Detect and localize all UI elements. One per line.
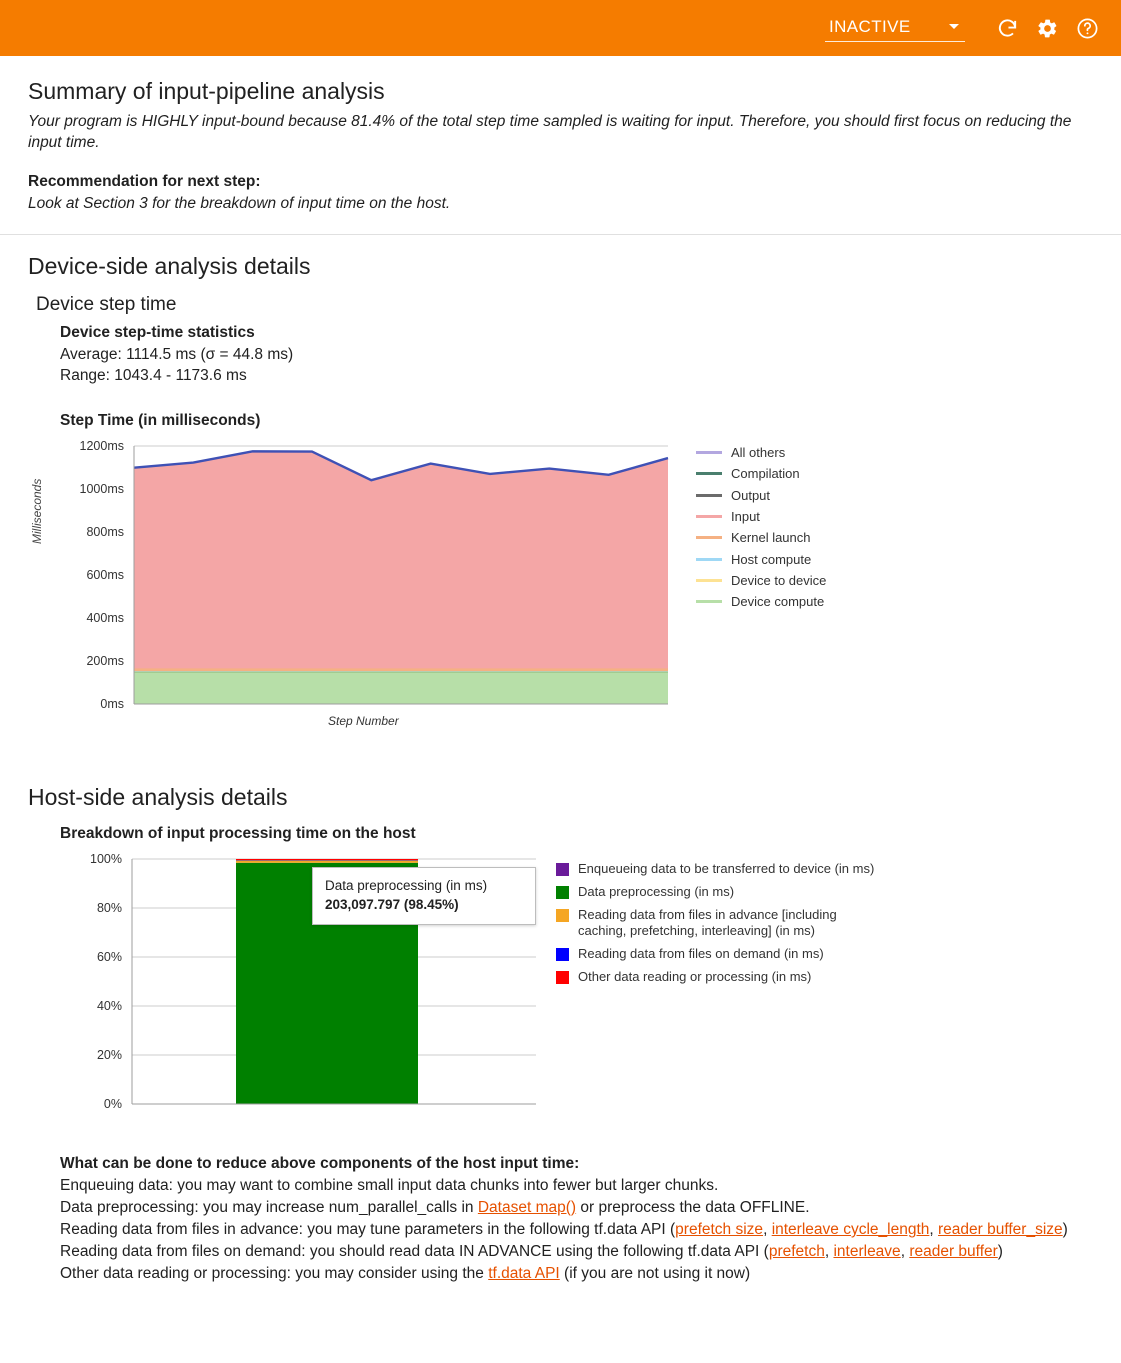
page-title: Summary of input-pipeline analysis	[28, 78, 385, 104]
step-time-plot	[28, 436, 688, 736]
advice-line-enqueue: Enqueuing data: you may want to combine small input data chunks into fewer but larger chunks.	[60, 1177, 719, 1194]
advice-header: What can be done to reduce above components of the host input time:	[60, 1155, 580, 1172]
host-breakdown-legend	[556, 861, 874, 992]
advice-line-read-demand	[60, 1241, 1093, 1263]
legend-item[interactable]	[696, 548, 826, 569]
main-content	[0, 56, 1121, 1285]
svg-text:200ms: 200ms	[86, 654, 124, 668]
advice-preproc-text-b: or preprocess the data OFFLINE.	[576, 1199, 810, 1216]
svg-text:400ms: 400ms	[86, 611, 124, 625]
legend-swatch	[696, 451, 722, 454]
chevron-down-icon	[949, 24, 959, 29]
advice-other-text-b: (if you are not using it now)	[559, 1265, 751, 1282]
legend-swatch	[696, 515, 722, 518]
device-stats	[60, 324, 1093, 430]
gear-icon[interactable]	[1027, 8, 1067, 48]
legend-label: Reading data from files on demand (in ms)	[578, 946, 824, 961]
legend-label: Enqueueing data to be transferred to device (in ms)	[578, 861, 875, 876]
svg-text:20%: 20%	[96, 1048, 122, 1062]
tooltip-label: Data preprocessing (in ms)	[325, 878, 488, 893]
device-step-time-title: Device step time	[36, 294, 177, 315]
svg-text:100%: 100%	[90, 852, 122, 866]
step-chart-xlabel: Step Number	[328, 714, 399, 728]
legend-swatch	[556, 948, 569, 961]
legend-item[interactable]	[696, 591, 826, 612]
step-time-legend	[696, 442, 826, 612]
device-section	[0, 235, 1121, 736]
tooltip-value: 203,097.797 (98.45%)	[325, 897, 459, 912]
advice-read-demand-text-a: Reading data from files on demand: you should read data IN ADVANCE using the following tf.data API (	[60, 1243, 769, 1260]
legend-label: Kernel launch	[731, 530, 811, 546]
svg-text:0ms: 0ms	[100, 697, 124, 711]
legend-swatch	[696, 472, 722, 475]
legend-item[interactable]	[556, 946, 874, 962]
legend-label: Output	[731, 487, 771, 503]
legend-swatch	[696, 494, 722, 497]
host-chart-title: Breakdown of input processing time on the host	[60, 825, 416, 842]
recommendation-body: Look at Section 3 for the breakdown of input time on the host.	[28, 195, 451, 212]
host-breakdown-chart[interactable]	[28, 849, 548, 1149]
legend-label: Compilation	[731, 466, 800, 482]
svg-text:600ms: 600ms	[86, 568, 124, 582]
legend-swatch	[696, 536, 722, 539]
legend-label: Device compute	[731, 594, 825, 610]
legend-label: Input	[731, 509, 760, 525]
reader-buffer-size-link[interactable]: reader buffer_size	[938, 1221, 1063, 1238]
prefetch-link[interactable]: prefetch	[768, 1243, 825, 1260]
advice-sep-2: ,	[929, 1221, 938, 1238]
legend-item[interactable]	[556, 969, 874, 985]
legend-label: Reading data from files in advance [including caching, prefetching, interleaving] (in ms)	[578, 907, 837, 938]
svg-text:80%: 80%	[96, 901, 122, 915]
recommendation-label: Recommendation for next step:	[28, 173, 261, 190]
advice-sep-3: ,	[824, 1243, 834, 1260]
legend-item[interactable]	[696, 463, 826, 484]
legend-swatch	[556, 863, 569, 876]
legend-label: All others	[731, 445, 786, 461]
advice-preproc-text-a: Data preprocessing: you may increase num_parallel_calls in	[60, 1199, 478, 1216]
advice-line-read-advance	[60, 1219, 1093, 1241]
svg-text:0%: 0%	[103, 1097, 122, 1111]
svg-text:1000ms: 1000ms	[79, 482, 124, 496]
legend-label: Data preprocessing (in ms)	[578, 884, 735, 899]
legend-swatch	[696, 600, 722, 603]
summary-section	[0, 56, 1121, 235]
legend-item[interactable]	[556, 884, 874, 900]
reader-buffer-link[interactable]: reader buffer	[909, 1243, 998, 1260]
advice-read-demand-text-b: )	[997, 1243, 1003, 1260]
interleave-cycle-length-link[interactable]: interleave cycle_length	[771, 1221, 930, 1238]
svg-text:1200ms: 1200ms	[79, 439, 124, 453]
step-time-chart-title: Step Time (in milliseconds)	[60, 412, 261, 429]
host-chart-row	[28, 849, 1093, 1149]
step-time-chart[interactable]	[28, 436, 688, 736]
refresh-icon[interactable]	[987, 8, 1027, 48]
advice-sep-1: ,	[763, 1221, 772, 1238]
advice-sep-4: ,	[900, 1243, 910, 1260]
legend-label: Host compute	[731, 551, 812, 567]
legend-item[interactable]	[696, 442, 826, 463]
interleave-link[interactable]: interleave	[833, 1243, 901, 1260]
advice-read-advance-text-a: Reading data from files in advance: you may tune parameters in the following tf.data API (	[60, 1221, 676, 1238]
device-stats-header: Device step-time statistics	[60, 324, 255, 341]
chart-tooltip	[312, 867, 536, 925]
summary-body: Your program is HIGHLY input-bound because 81.4% of the total step time sampled is waiting for input. Therefore, you should first focus on reducing the input time.	[28, 113, 1072, 151]
run-status-value: INACTIVE	[829, 16, 911, 36]
run-status-dropdown[interactable]	[825, 15, 965, 42]
tf-data-api-link[interactable]: tf.data API	[488, 1265, 560, 1282]
legend-item[interactable]	[696, 506, 826, 527]
step-chart-ylabel: Milliseconds	[30, 478, 44, 544]
help-icon[interactable]	[1067, 8, 1107, 48]
step-time-chart-row	[28, 436, 1093, 736]
legend-item[interactable]	[696, 570, 826, 591]
device-section-title: Device-side analysis details	[28, 253, 311, 279]
prefetch-size-link[interactable]: prefetch size	[675, 1221, 764, 1238]
legend-swatch	[556, 971, 569, 984]
advice-other-text-a: Other data reading or processing: you may consider using the	[60, 1265, 489, 1282]
legend-label: Other data reading or processing (in ms)	[578, 969, 812, 984]
dataset-map-link[interactable]: Dataset map()	[477, 1199, 577, 1216]
host-section-title: Host-side analysis details	[28, 784, 288, 810]
legend-swatch	[556, 909, 569, 922]
legend-swatch	[556, 886, 569, 899]
host-section	[0, 736, 1121, 1285]
legend-label: Device to device	[731, 572, 827, 588]
legend-swatch	[696, 579, 722, 582]
legend-item[interactable]	[696, 485, 826, 506]
svg-text:800ms: 800ms	[86, 525, 124, 539]
advice-block	[60, 1155, 1093, 1285]
svg-text:40%: 40%	[96, 999, 122, 1013]
top-toolbar	[0, 0, 1121, 56]
svg-text:60%: 60%	[96, 950, 122, 964]
advice-read-advance-text-b: )	[1062, 1221, 1068, 1238]
legend-item[interactable]	[556, 907, 874, 939]
advice-line-preprocessing	[60, 1197, 1093, 1219]
device-stats-range: Range: 1043.4 - 1173.6 ms	[60, 367, 247, 384]
device-stats-average: Average: 1114.5 ms (σ = 44.8 ms)	[60, 346, 294, 363]
legend-item[interactable]	[696, 527, 826, 548]
advice-line-other	[60, 1263, 1093, 1285]
legend-item[interactable]	[556, 861, 874, 877]
legend-swatch	[696, 558, 722, 561]
